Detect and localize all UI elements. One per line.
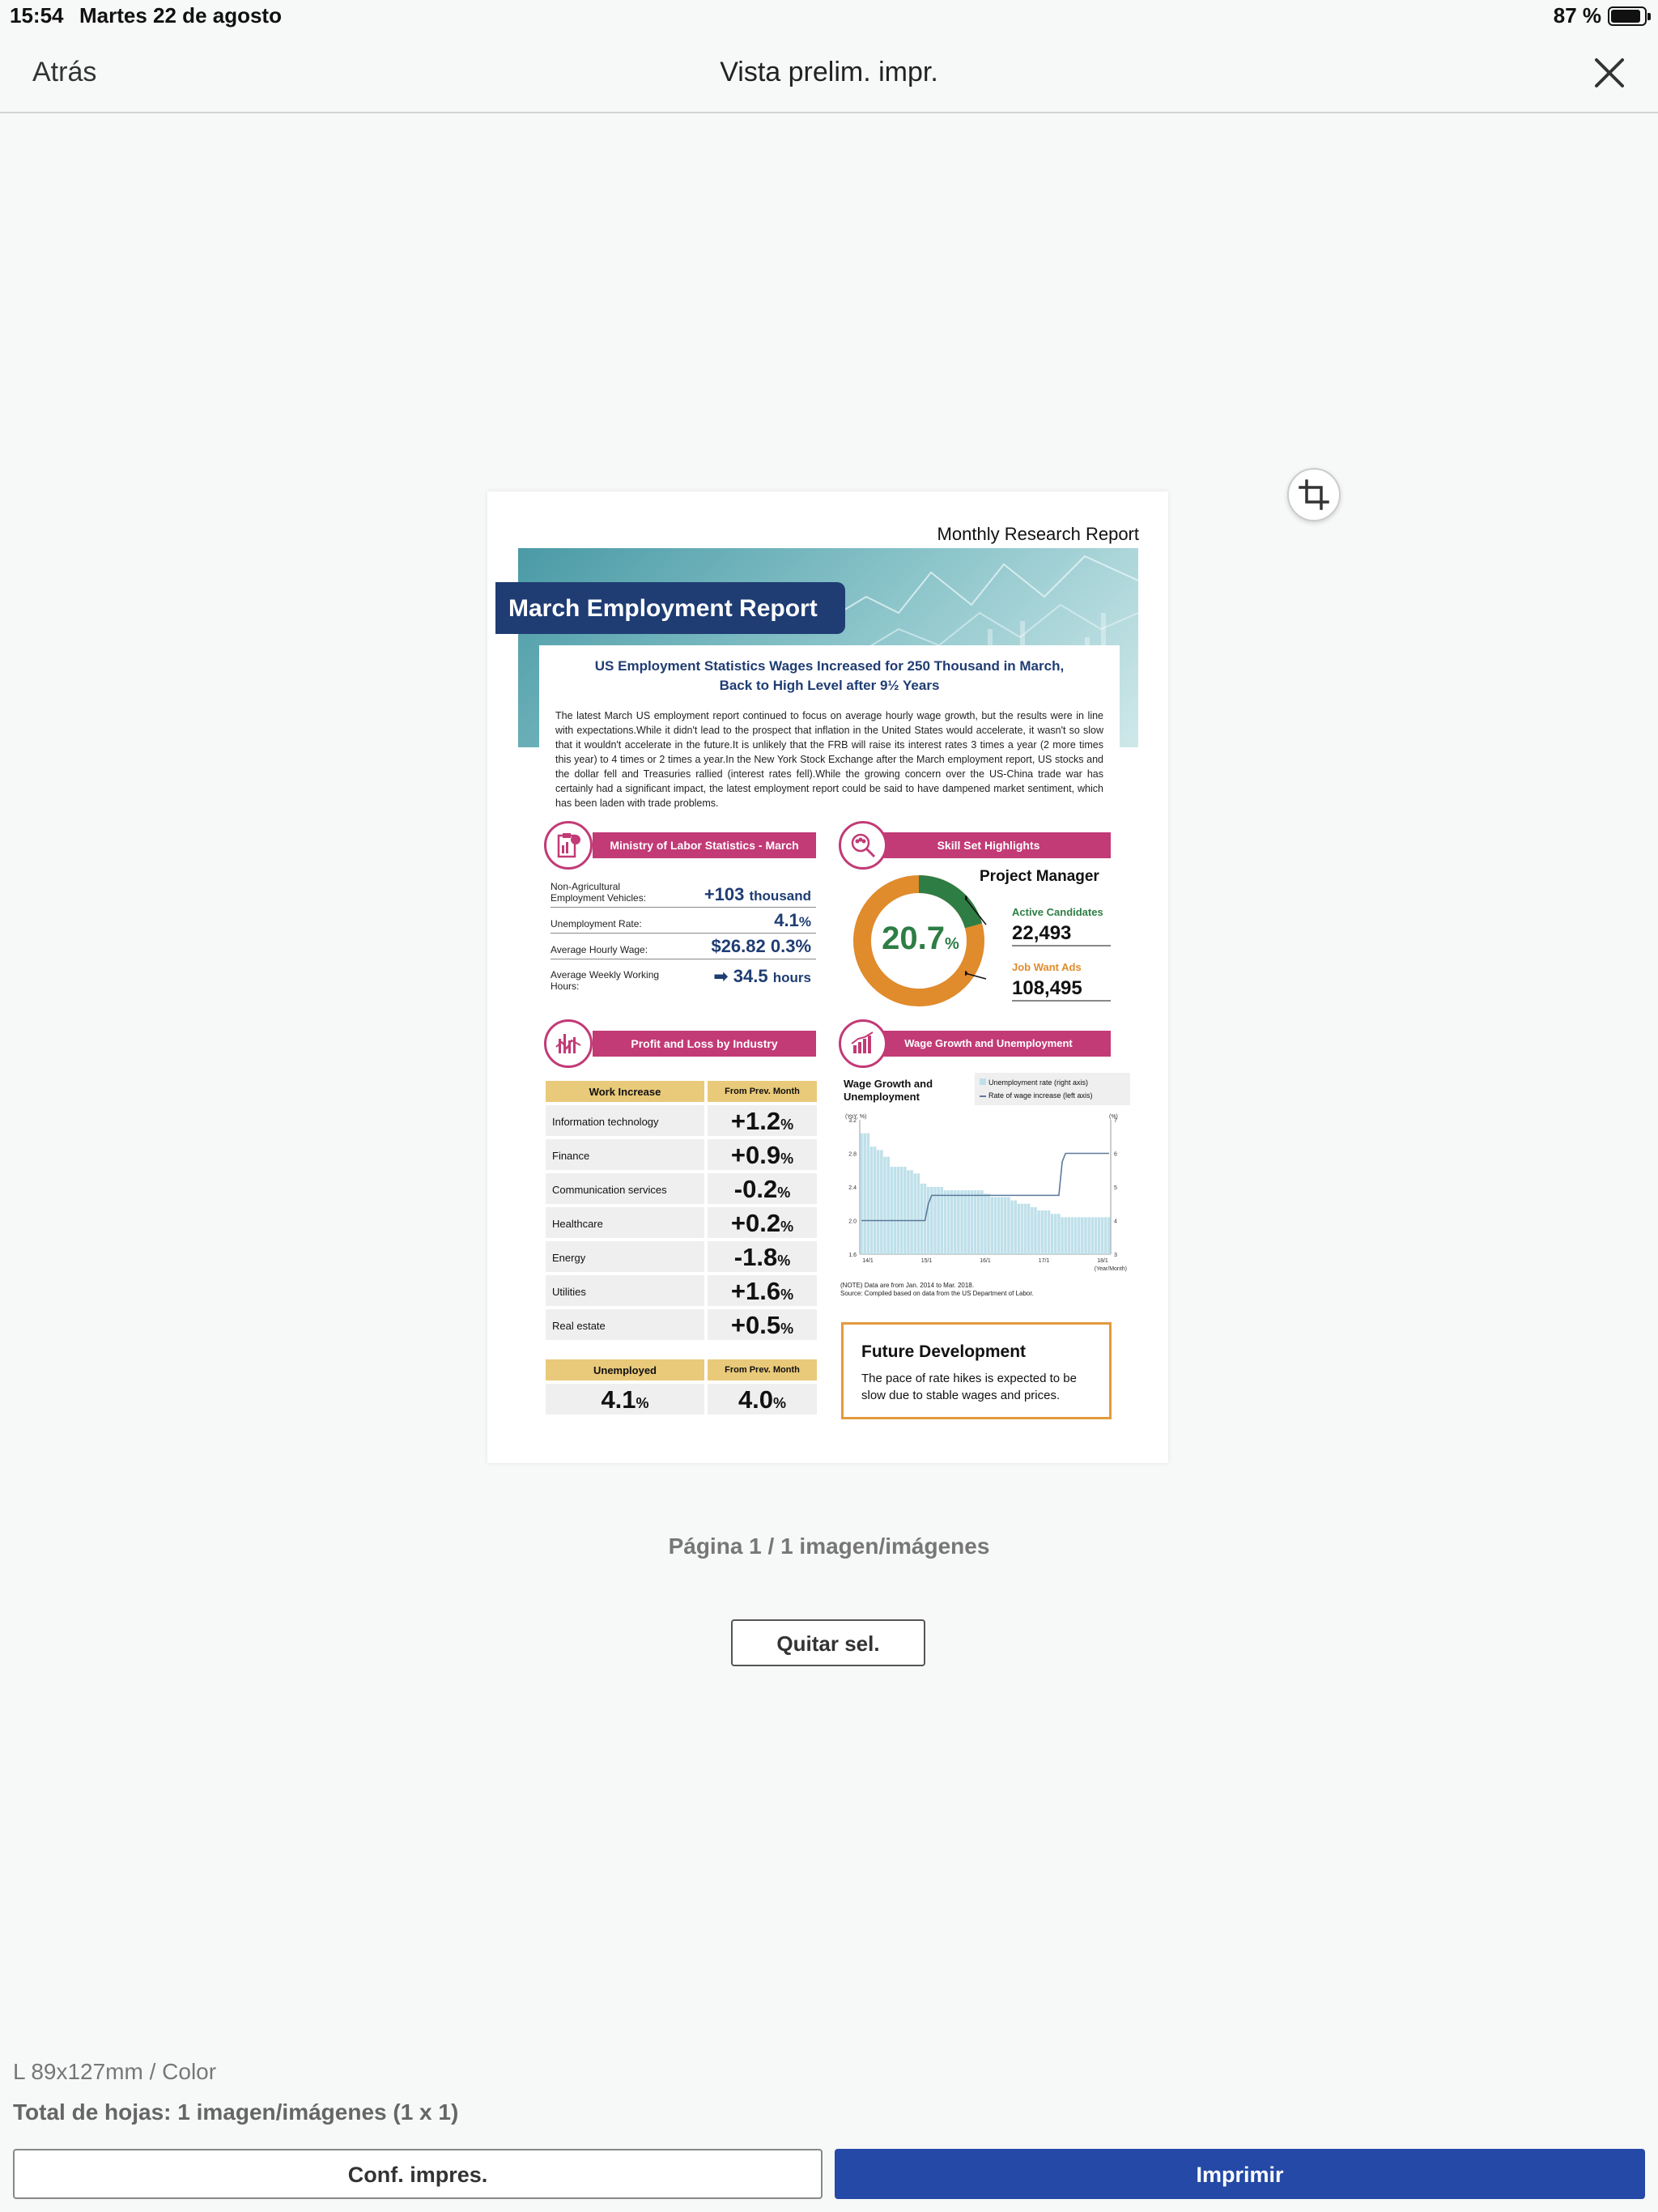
x-tick-label: 15/1 [920, 1258, 933, 1264]
unemployment-bar [920, 1184, 924, 1254]
industry-row [546, 1241, 817, 1272]
wage-section-header: Wage Growth and Unemployment [866, 1031, 1111, 1057]
unemployment-bar [1024, 1204, 1027, 1254]
nav-bar [0, 32, 1658, 113]
unemployment-bar [1101, 1217, 1104, 1254]
industry-change: +0.9% [708, 1139, 817, 1170]
unemployment-bar [941, 1187, 944, 1254]
industry-change: +1.6% [708, 1275, 817, 1306]
industry-name: Information technology [546, 1105, 704, 1136]
close-icon [1590, 53, 1629, 92]
right-tick-label: 3 [1114, 1253, 1117, 1258]
industry-name: Healthcare [546, 1207, 704, 1238]
unemployment-bar [1027, 1204, 1031, 1254]
industry-row [546, 1139, 817, 1170]
unemployment-bar [967, 1190, 971, 1254]
unemployment-bar [1061, 1217, 1064, 1254]
unemployment-bar [891, 1167, 894, 1254]
unemployment-bar [1087, 1217, 1090, 1254]
skill-callout-lines [965, 888, 1014, 993]
unemployment-bar [1057, 1214, 1061, 1254]
page-info: Página 1 / 1 imagen/imágenes [668, 1534, 990, 1559]
stat-label: Unemployment Rate: [551, 918, 642, 929]
unemployment-bar [1010, 1201, 1014, 1254]
active-candidates-label: Active Candidates [1012, 906, 1103, 918]
lead-body: The latest March US employment report continued to focus on average hourly wage growth, but the results were in line with expectations.While it didn't lead to the prospect that inflation in the United States would accelerate, it wasn't so slow that it wouldn't accelerate in the future.It is unlikely that the FRB will raise its interest rates 3 times a year (2 more times this year) to 4 times or 2 times a year.In the New York Stock Exchange after the March employment report, US stocks and the dollar fell and Treasuries rallied (interest rates fell).While the growing concern over the US-China trade war has certainly had a significant impact, the latest employment report could be said to have dampened market sentiment, which has been laden with trade problems. [555, 710, 1103, 809]
skill-role: Project Manager [980, 868, 1099, 885]
unemployment-bar [897, 1167, 900, 1254]
industry-row [546, 1173, 817, 1204]
industry-name: Utilities [546, 1275, 704, 1306]
lead-title [539, 645, 1120, 696]
industry-col-header: From Prev. Month [708, 1081, 817, 1102]
stat-value: +103 thousand [704, 884, 811, 904]
unemployment-bar [927, 1187, 930, 1254]
industry-change: +1.2% [708, 1105, 817, 1136]
unemployment-bar [1037, 1210, 1040, 1254]
unemployed-col-header: Unemployed [546, 1359, 704, 1380]
unemployment-bar [870, 1146, 874, 1254]
unemployment-bar [1064, 1217, 1067, 1254]
unemployment-bar [900, 1167, 903, 1254]
print-button[interactable]: Imprimir [835, 2149, 1645, 2199]
stat-row [551, 872, 816, 908]
battery-percent: 87 % [1553, 3, 1601, 28]
labor-section-header: Ministry of Labor Statistics - March [593, 832, 816, 858]
unemployment-bar [937, 1187, 940, 1254]
unemployment-bar [950, 1190, 954, 1254]
unemployment-bar [971, 1190, 974, 1254]
deselect-button[interactable]: Quitar sel. [731, 1619, 925, 1666]
unemployed-prev-value: 4.0% [708, 1384, 817, 1414]
x-tick-label: 17/1 [1038, 1258, 1050, 1264]
unemployed-col-header: From Prev. Month [708, 1359, 817, 1380]
industry-change: -0.2% [708, 1173, 817, 1204]
status-date: Martes 22 de agosto [79, 3, 282, 28]
people-search-icon [839, 821, 887, 870]
wage-chart-plot [840, 1112, 1132, 1282]
stat-row [551, 934, 816, 959]
industry-table-header [546, 1081, 817, 1102]
industry-name: Finance [546, 1139, 704, 1170]
unemployment-bar [987, 1193, 990, 1254]
print-settings-button[interactable]: Conf. impres. [13, 2149, 823, 2199]
chart-note [840, 1282, 1034, 1298]
unemployment-bar [910, 1170, 913, 1254]
battery-icon [1608, 6, 1647, 26]
stat-label: Average Weekly Working Hours: [551, 969, 660, 992]
unemployment-bar [1084, 1217, 1087, 1254]
unemployment-bar [960, 1190, 963, 1254]
stat-label: Average Hourly Wage: [551, 944, 648, 955]
future-body: The pace of rate hikes is expected to be slow due to stable wages and prices. [861, 1372, 1077, 1402]
right-tick-label: 4 [1114, 1219, 1117, 1225]
unemployment-bar [947, 1190, 950, 1254]
print-preview-page[interactable] [487, 491, 1168, 1463]
unemployment-bar [1104, 1217, 1107, 1254]
unemployment-bar [874, 1146, 877, 1254]
skill-section-header: Skill Set Highlights [866, 832, 1111, 858]
future-title: Future Development [861, 1342, 1027, 1361]
x-tick-label: 16/1 [980, 1258, 991, 1264]
unemployment-bar [974, 1190, 977, 1254]
industry-table [546, 1081, 817, 1418]
legend-wage: Rate of wage increase (left axis) [980, 1089, 1125, 1102]
job-ads-value: 108,495 [1012, 977, 1111, 1002]
chart-title: Wage Growth and Unemployment [844, 1078, 933, 1103]
page-title: Vista prelim. impr. [720, 57, 938, 87]
unemployment-bar [997, 1197, 1001, 1254]
unemployment-bar [1034, 1207, 1037, 1254]
industry-change: +0.2% [708, 1207, 817, 1238]
right-tick-label: 5 [1114, 1185, 1117, 1191]
paper-info: L 89x127mm / Color [13, 2059, 217, 2084]
unemployment-bar [1041, 1210, 1044, 1254]
x-tick-label: 14/1 [862, 1258, 874, 1264]
clipboard-icon [544, 821, 593, 870]
status-bar [0, 0, 1658, 32]
unemployed-value: 4.1% [546, 1384, 704, 1414]
unemployment-bar [1074, 1217, 1078, 1254]
report-title: March Employment Report [495, 582, 845, 634]
unemployment-bar [1091, 1217, 1095, 1254]
left-tick-label: 1.6 [848, 1253, 857, 1258]
skill-percent: 20.7% [882, 921, 959, 956]
unemployed-header [546, 1359, 817, 1380]
unemployment-bar [1095, 1217, 1098, 1254]
unemployment-bar [886, 1157, 890, 1254]
right-tick-label: 7 [1114, 1118, 1117, 1124]
unemployed-row [546, 1384, 817, 1414]
job-ads-label: Job Want Ads [1012, 961, 1082, 973]
right-tick-label: 6 [1114, 1151, 1117, 1158]
unemployment-bar [957, 1190, 960, 1254]
bar-growth-icon [839, 1019, 887, 1068]
industry-row [546, 1309, 817, 1340]
unemployment-bar [877, 1150, 880, 1254]
unemployment-bar [1014, 1201, 1017, 1254]
unemployment-bar [1018, 1204, 1021, 1254]
stat-row [551, 908, 816, 934]
left-tick-label: 3.2 [848, 1118, 857, 1124]
left-tick-label: 2.8 [848, 1151, 857, 1158]
industry-row [546, 1207, 817, 1238]
industry-col-header: Work Increase [546, 1081, 704, 1102]
industry-rows [546, 1105, 817, 1340]
unemployment-bar [1054, 1214, 1057, 1254]
unemployment-bar [1081, 1217, 1084, 1254]
sheets-info: Total de hojas: 1 imagen/imágenes (1 x 1) [13, 2099, 459, 2125]
unemployment-bar [1078, 1217, 1081, 1254]
unemployment-bar [1068, 1217, 1071, 1254]
right-axis-unit: (%) [1109, 1114, 1118, 1120]
unemployment-bar [1031, 1207, 1034, 1254]
unemployment-bar [907, 1170, 910, 1254]
industry-change: -1.8% [708, 1241, 817, 1272]
future-development-box [841, 1322, 1112, 1419]
unemployment-bar [1044, 1210, 1048, 1254]
unemployment-bar [954, 1190, 957, 1254]
unemployment-bar [994, 1197, 997, 1254]
back-button[interactable]: Atrás [32, 57, 97, 87]
unemployment-bar [1051, 1214, 1054, 1254]
unemployment-bar [913, 1173, 916, 1254]
chart-source-line: Source: Compiled based on data from the US Department of Labor. [840, 1290, 1034, 1297]
unemployment-bar [1007, 1197, 1010, 1254]
unemployment-bar [1001, 1197, 1004, 1254]
industry-change: +0.5% [708, 1309, 817, 1340]
unemployment-bar [903, 1167, 907, 1254]
status-time: 15:54 [10, 3, 64, 28]
stat-value: ➡ 34.5 hours [713, 966, 811, 986]
unemployment-bar [1107, 1217, 1111, 1254]
left-axis-unit: (YoY, %) [845, 1114, 867, 1120]
chart-legend [975, 1073, 1130, 1105]
industry-name: Energy [546, 1241, 704, 1272]
lead-title-line-1: US Employment Statistics Wages Increased for 250 Thousand in March, [594, 658, 1065, 674]
x-axis-unit: (Year/Month) [1094, 1266, 1127, 1272]
close-button[interactable] [1590, 53, 1629, 92]
unemployment-bar [860, 1134, 863, 1254]
unemployment-bar [933, 1187, 937, 1254]
wage-chart [840, 1066, 1132, 1309]
stat-value: $26.82 0.3% [711, 936, 811, 956]
unemployment-bar [880, 1150, 883, 1254]
unemployment-bar [863, 1134, 866, 1254]
unemployment-bar [991, 1197, 994, 1254]
unemployment-bar [944, 1190, 947, 1254]
industry-name: Communication services [546, 1173, 704, 1204]
lead-title-line-2: Back to High Level after 9½ Years [719, 678, 940, 693]
unemployment-bar [883, 1157, 886, 1254]
industry-row [546, 1275, 817, 1306]
unemployment-bar [1048, 1210, 1051, 1254]
unemployment-bar [977, 1190, 980, 1254]
unemployment-bar [1004, 1197, 1007, 1254]
unemployment-bar [917, 1173, 920, 1254]
active-candidates-value: 22,493 [1012, 922, 1111, 946]
unemployment-bar [867, 1134, 870, 1254]
lead-card [539, 645, 1120, 825]
unemployment-bar [894, 1167, 897, 1254]
unemployment-bar [1098, 1217, 1101, 1254]
unemployment-bar [980, 1190, 984, 1254]
unemployment-bar [963, 1190, 967, 1254]
x-tick-label: 18/1 [1097, 1258, 1108, 1264]
industry-row [546, 1105, 817, 1136]
stat-label: Non-Agricultural Employment Vehicles: [551, 881, 647, 904]
crop-button[interactable] [1287, 468, 1341, 521]
report-header: Monthly Research Report [937, 524, 1139, 544]
crop-icon [1298, 479, 1330, 511]
stat-value: 4.1% [774, 910, 811, 930]
left-tick-label: 2.0 [848, 1219, 857, 1225]
bar-wave-icon [544, 1019, 593, 1068]
chart-note-line: (NOTE) Data are from Jan. 2014 to Mar. 2018. [840, 1282, 974, 1289]
left-tick-label: 2.4 [848, 1185, 857, 1191]
legend-unemployment: Unemployment rate (right axis) [980, 1076, 1125, 1089]
labor-stats [551, 872, 816, 995]
unemployment-bar [984, 1193, 987, 1254]
industry-name: Real estate [546, 1309, 704, 1340]
unemployment-bar [1021, 1204, 1024, 1254]
industry-section-header: Profit and Loss by Industry [593, 1031, 816, 1057]
unemployment-bar [1071, 1217, 1074, 1254]
stat-row [551, 959, 816, 995]
